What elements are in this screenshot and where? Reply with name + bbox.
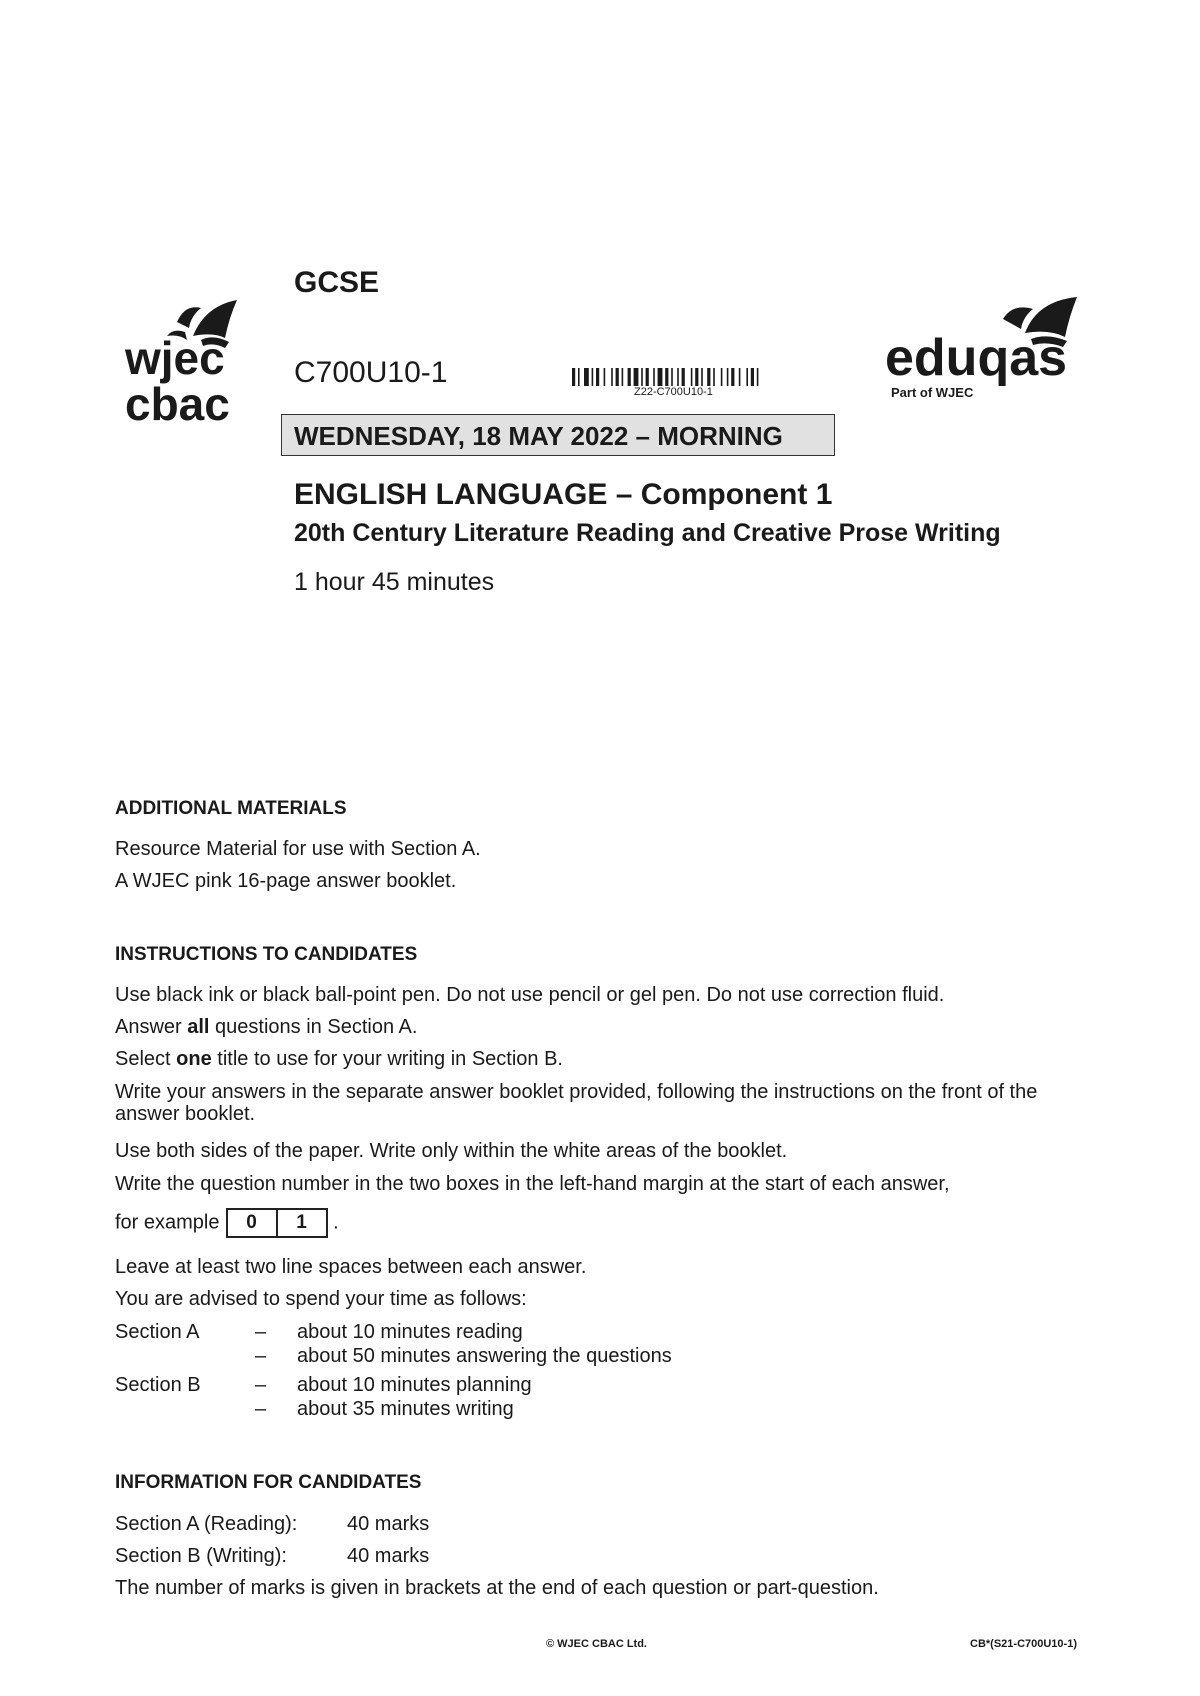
- additional-materials-item: Resource Material for use with Section A.: [115, 838, 481, 860]
- footer-copyright: © WJEC CBAC Ltd.: [546, 1638, 647, 1650]
- barcode-bar: [616, 368, 619, 386]
- barcode-bar: [628, 368, 631, 386]
- component-name: – Component 1: [615, 478, 833, 511]
- subject-name: ENGLISH LANGUAGE: [294, 478, 608, 511]
- barcode-bar: [596, 368, 599, 386]
- exam-date-session: WEDNESDAY, 18 MAY 2022 – MORNING: [281, 414, 835, 456]
- marks-value: 40 marks: [347, 1545, 430, 1567]
- additional-materials-item: A WJEC pink 16-page answer booklet.: [115, 870, 457, 892]
- barcode-bar: [578, 368, 580, 386]
- barcode-bar: [739, 368, 741, 386]
- instruction-line: You are advised to spend your time as follows:: [115, 1288, 527, 1310]
- marks-row: [115, 1513, 429, 1536]
- timing-dash: –: [255, 1374, 267, 1396]
- barcode-bar: [592, 368, 594, 386]
- barcode-bar: [757, 368, 759, 386]
- instruction-emphasis: all: [187, 1016, 210, 1038]
- barcode-text: Z22-C700U10-1: [634, 386, 713, 398]
- barcode-bar: [746, 368, 748, 386]
- logo-eduqas-text: eduqas: [885, 329, 1068, 387]
- qualification-level: GCSE: [294, 266, 380, 299]
- marks-value: 40 marks: [347, 1513, 430, 1535]
- instruction-text: questions in Section A.: [209, 1016, 418, 1038]
- barcode-bar: [682, 368, 685, 386]
- paper-subtitle: 20th Century Literature Reading and Creative Prose Writing: [294, 519, 1001, 547]
- timing-row: [115, 1321, 523, 1344]
- logo-cbac-text: cbac: [125, 378, 230, 428]
- instruction-line: [115, 1016, 417, 1039]
- timing-row: [115, 1374, 532, 1397]
- timing-dash: –: [255, 1321, 267, 1343]
- marks-row: [115, 1545, 429, 1568]
- barcode-bar: [677, 368, 679, 386]
- barcode-bar: [701, 368, 703, 386]
- barcode-bar: [622, 368, 624, 386]
- barcode-bar: [731, 368, 734, 386]
- instruction-line: Write your answers in the separate answer booklet provided, following the instructions on the front of the answer booklet.: [115, 1081, 1038, 1125]
- instruction-text: Answer: [115, 1016, 188, 1038]
- paper-code: C700U10-1: [294, 356, 448, 389]
- barcode-bar: [695, 368, 698, 386]
- logo-part-of-wjec-text: Part of WJEC: [891, 385, 974, 400]
- eduqas-logo: [885, 295, 1100, 405]
- example-digit: 1: [276, 1210, 326, 1236]
- instructions-heading: INSTRUCTIONS TO CANDIDATES: [115, 944, 418, 965]
- barcode-bar: [691, 368, 693, 386]
- barcode-bar: [572, 368, 575, 386]
- barcode-bar: [634, 368, 639, 386]
- marks-label: Section B (Writing):: [115, 1545, 287, 1567]
- instruction-emphasis: one: [176, 1048, 212, 1070]
- example-digit: 0: [246, 1212, 257, 1233]
- example-line: [115, 1208, 339, 1238]
- barcode-bar: [721, 368, 723, 386]
- timing-row: [115, 1398, 514, 1421]
- instruction-line: Use black ink or black ball-point pen. Do not use pencil or gel pen. Do not use correction fluid.: [115, 984, 945, 1006]
- barcode-bar: [611, 368, 613, 386]
- example-label: for example: [115, 1211, 220, 1234]
- barcode-bar: [604, 368, 606, 386]
- instruction-line: Use both sides of the paper. Write only within the white areas of the booklet.: [115, 1140, 788, 1162]
- instruction-line: Leave at least two line spaces between each answer.: [115, 1256, 587, 1278]
- barcode-bar: [671, 368, 673, 386]
- barcode-bar: [641, 368, 643, 386]
- instruction-line: Write the question number in the two boxes in the left-hand margin at the start of each answer,: [115, 1173, 950, 1195]
- timing-section: Section A: [115, 1321, 200, 1343]
- timing-text: about 35 minutes writing: [297, 1398, 514, 1420]
- logo-wjec-text: wjec: [125, 332, 225, 384]
- information-heading: INFORMATION FOR CANDIDATES: [115, 1472, 422, 1493]
- timing-text: about 50 minutes answering the questions: [297, 1345, 672, 1367]
- barcode-bar: [584, 368, 589, 386]
- timing-section: Section B: [115, 1374, 201, 1396]
- barcode-bar: [646, 368, 649, 386]
- timing-dash: –: [255, 1398, 267, 1420]
- barcode-bar: [653, 368, 655, 386]
- barcode-bar: [658, 368, 663, 386]
- timing-text: about 10 minutes reading: [297, 1321, 523, 1343]
- subject-title: [294, 478, 832, 512]
- footer-reference: CB*(S21-C700U10-1): [970, 1638, 1077, 1650]
- marks-note: The number of marks is given in brackets at the end of each question or part-question.: [115, 1577, 879, 1599]
- barcode-bar: [727, 368, 729, 386]
- barcode-bar: [713, 368, 715, 386]
- marks-label: Section A (Reading):: [115, 1513, 298, 1535]
- timing-row: [115, 1345, 672, 1368]
- barcode-bar: [707, 368, 710, 386]
- wjec-cbac-logo: [125, 298, 265, 428]
- barcode-bar: [751, 368, 754, 386]
- exam-duration: 1 hour 45 minutes: [294, 568, 495, 596]
- timing-text: about 10 minutes planning: [297, 1374, 532, 1396]
- additional-materials-heading: ADDITIONAL MATERIALS: [115, 798, 347, 819]
- question-number-example-boxes: [226, 1208, 328, 1238]
- instruction-text: title to use for your writing in Section B.: [211, 1048, 563, 1070]
- example-end: .: [333, 1211, 339, 1234]
- timing-dash: –: [255, 1345, 267, 1367]
- barcode-bar: [665, 368, 668, 386]
- instruction-text: Select: [115, 1048, 177, 1070]
- instruction-line: [115, 1048, 563, 1071]
